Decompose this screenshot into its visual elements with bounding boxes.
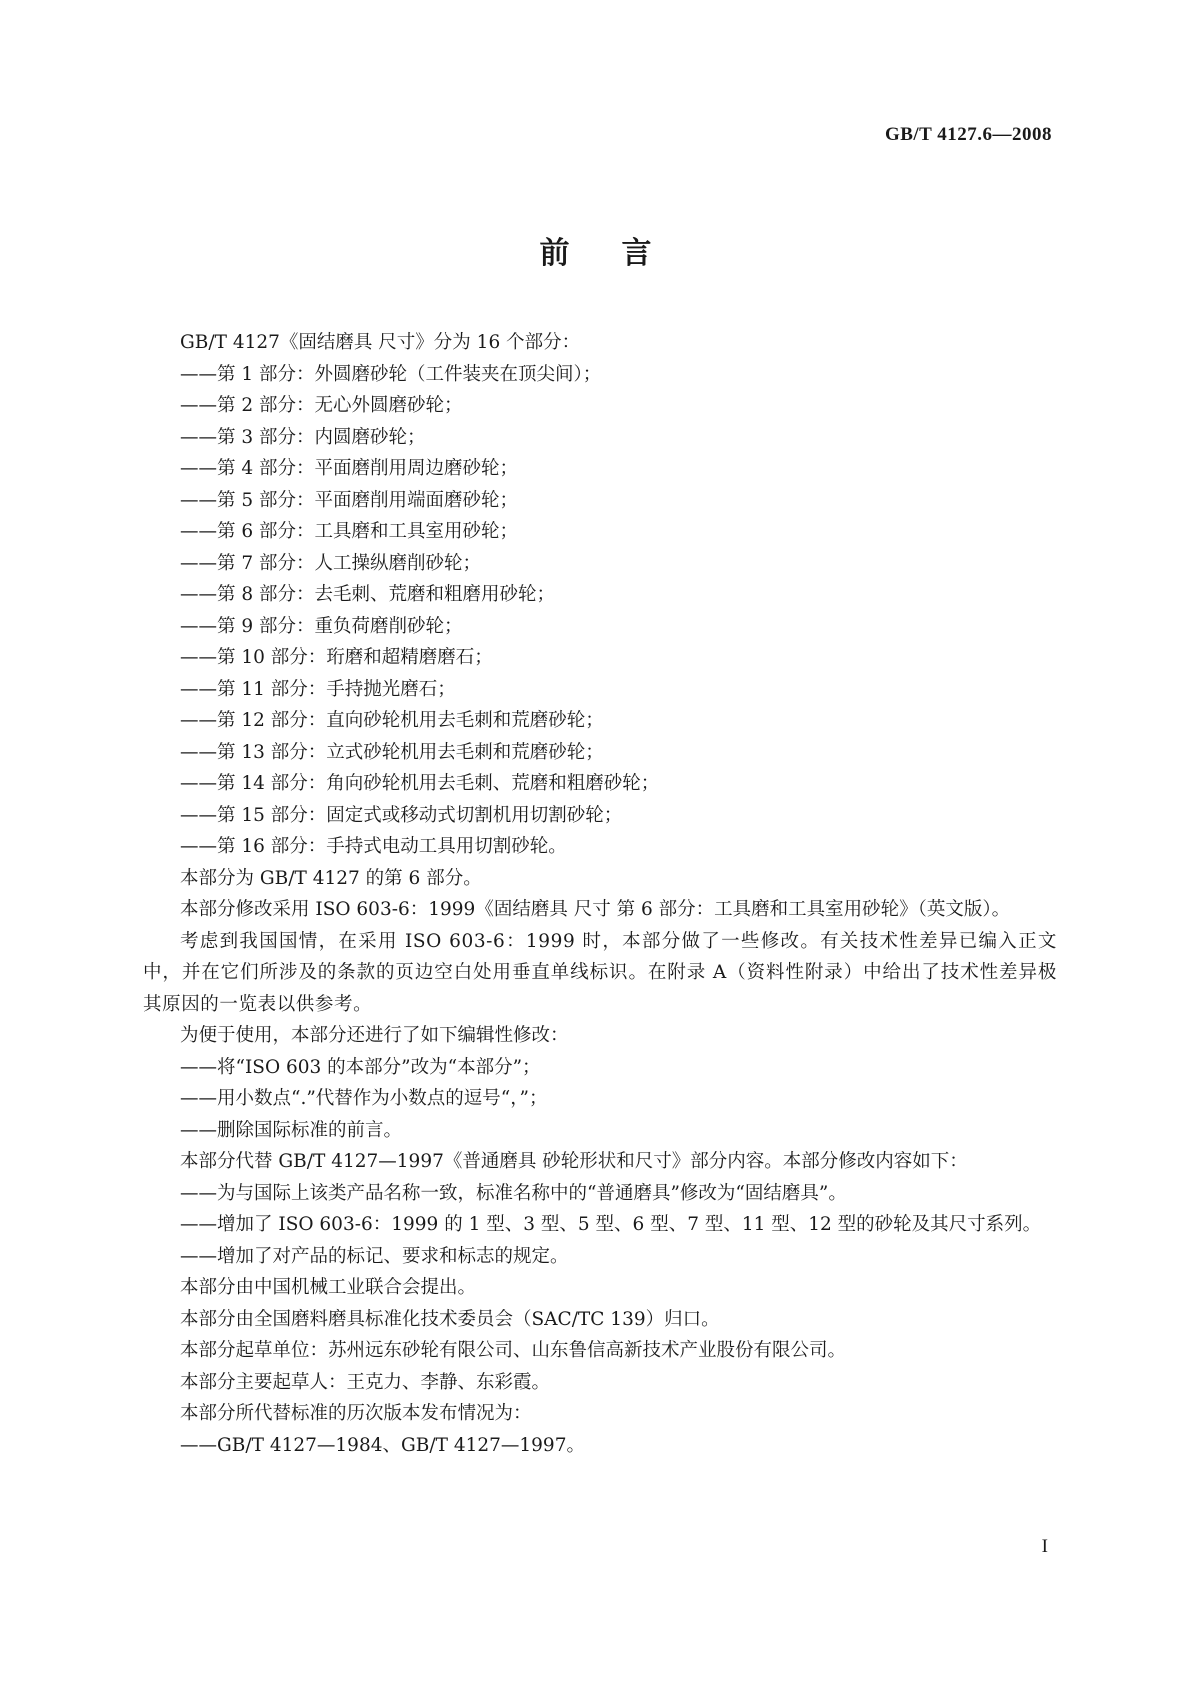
part-item: ——第 13 部分：立式砂轮机用去毛刺和荒磨砂轮； xyxy=(180,741,604,763)
closing-line: 本部分所代替标准的历次版本发布情况为： xyxy=(180,1403,532,1424)
part-item: ——第 10 部分：珩磨和超精磨磨石； xyxy=(180,647,493,668)
document-body xyxy=(143,327,1057,1461)
editorial-item: ——将“ISO 603 的本部分”改为“本部分”； xyxy=(180,1056,541,1078)
closing-line: 本部分起草单位：苏州远东砂轮有限公司、山东鲁信高新技术产业股份有限公司。 xyxy=(180,1340,847,1361)
statement-part: 本部分为 GB/T 4127 的第 6 部分。 xyxy=(180,867,482,889)
part-item: ——第 8 部分：去毛刺、荒磨和粗磨用砂轮； xyxy=(180,584,556,605)
closing-line: 本部分由全国磨料磨具标准化技术委员会（SAC/TC 139）归口。 xyxy=(180,1308,720,1330)
part-item: ——第 5 部分：平面磨削用端面磨砂轮； xyxy=(180,489,519,511)
part-item: ——第 4 部分：平面磨削用周边磨砂轮； xyxy=(180,458,519,479)
replace-item: ——为与国际上该类产品名称一致，标准名称中的“普通磨具”修改为“固结磨具”。 xyxy=(180,1182,847,1204)
page-title: 前言 xyxy=(539,236,704,271)
editorial-item: ——删除国际标准的前言。 xyxy=(180,1119,403,1141)
page-number: I xyxy=(1041,1536,1048,1557)
intro-line: GB/T 4127《固结磨具 尺寸》分为 16 个部分： xyxy=(180,332,581,353)
part-item: ——第 2 部分：无心外圆磨砂轮； xyxy=(180,395,463,416)
part-item: ——第 14 部分：角向砂轮机用去毛刺、荒磨和粗磨砂轮； xyxy=(180,773,660,794)
part-item: ——第 11 部分：手持抛光磨石； xyxy=(180,678,456,700)
replace-item: ——增加了 ISO 603-6：1999 的 1 型、3 型、5 型、6 型、7 型、11 型、12 型的砂轮及其尺寸系列。 xyxy=(180,1214,1042,1235)
standard-code: GB/T 4127.6—2008 xyxy=(884,124,1052,145)
part-item: ——第 9 部分：重负荷磨削砂轮； xyxy=(180,615,463,637)
editorial-item: ——用小数点“.”代替作为小数点的逗号“，”； xyxy=(180,1088,548,1109)
closing-line: 本部分由中国机械工业联合会提出。 xyxy=(180,1277,477,1298)
closing-line: 本部分主要起草人：王克力、李静、东彩霞。 xyxy=(180,1371,551,1393)
statement-differences: 考虑到我国国情，在采用 ISO 603-6：1999 时，本部分做了一些修改。有关技术性差异已编入正文中，并在它们所涉及的条款的页边空白处用垂直单线标识。在附录 A（资料性附录）中给出了技术性差异极其原因的一览表以供参考。 xyxy=(143,930,1057,1015)
replace-item: ——增加了对产品的标记、要求和标志的规定。 xyxy=(180,1245,569,1267)
part-item: ——第 7 部分：人工操纵磨削砂轮； xyxy=(180,552,482,574)
part-item: ——第 12 部分：直向砂轮机用去毛刺和荒磨砂轮； xyxy=(180,710,604,731)
editorial-intro: 为便于使用，本部分还进行了如下编辑性修改： xyxy=(180,1025,569,1046)
history-item: ——GB/T 4127—1984、GB/T 4127—1997。 xyxy=(180,1434,585,1456)
statement-adopt: 本部分修改采用 ISO 603-6：1999《固结磨具 尺寸 第 6 部分：工具磨和工具室用砂轮》（英文版）。 xyxy=(180,899,1011,920)
replace-intro: 本部分代替 GB/T 4127—1997《普通磨具 砂轮形状和尺寸》部分内容。本部分修改内容如下： xyxy=(180,1151,968,1172)
part-item: ——第 15 部分：固定式或移动式切割机用切割砂轮； xyxy=(180,804,623,826)
part-item: ——第 1 部分：外圆磨砂轮（工件装夹在顶尖间）； xyxy=(180,363,602,385)
part-item: ——第 16 部分：手持式电动工具用切割砂轮。 xyxy=(180,836,567,857)
part-item: ——第 3 部分：内圆磨砂轮； xyxy=(180,426,426,448)
part-item: ——第 6 部分：工具磨和工具室用砂轮； xyxy=(180,521,519,542)
